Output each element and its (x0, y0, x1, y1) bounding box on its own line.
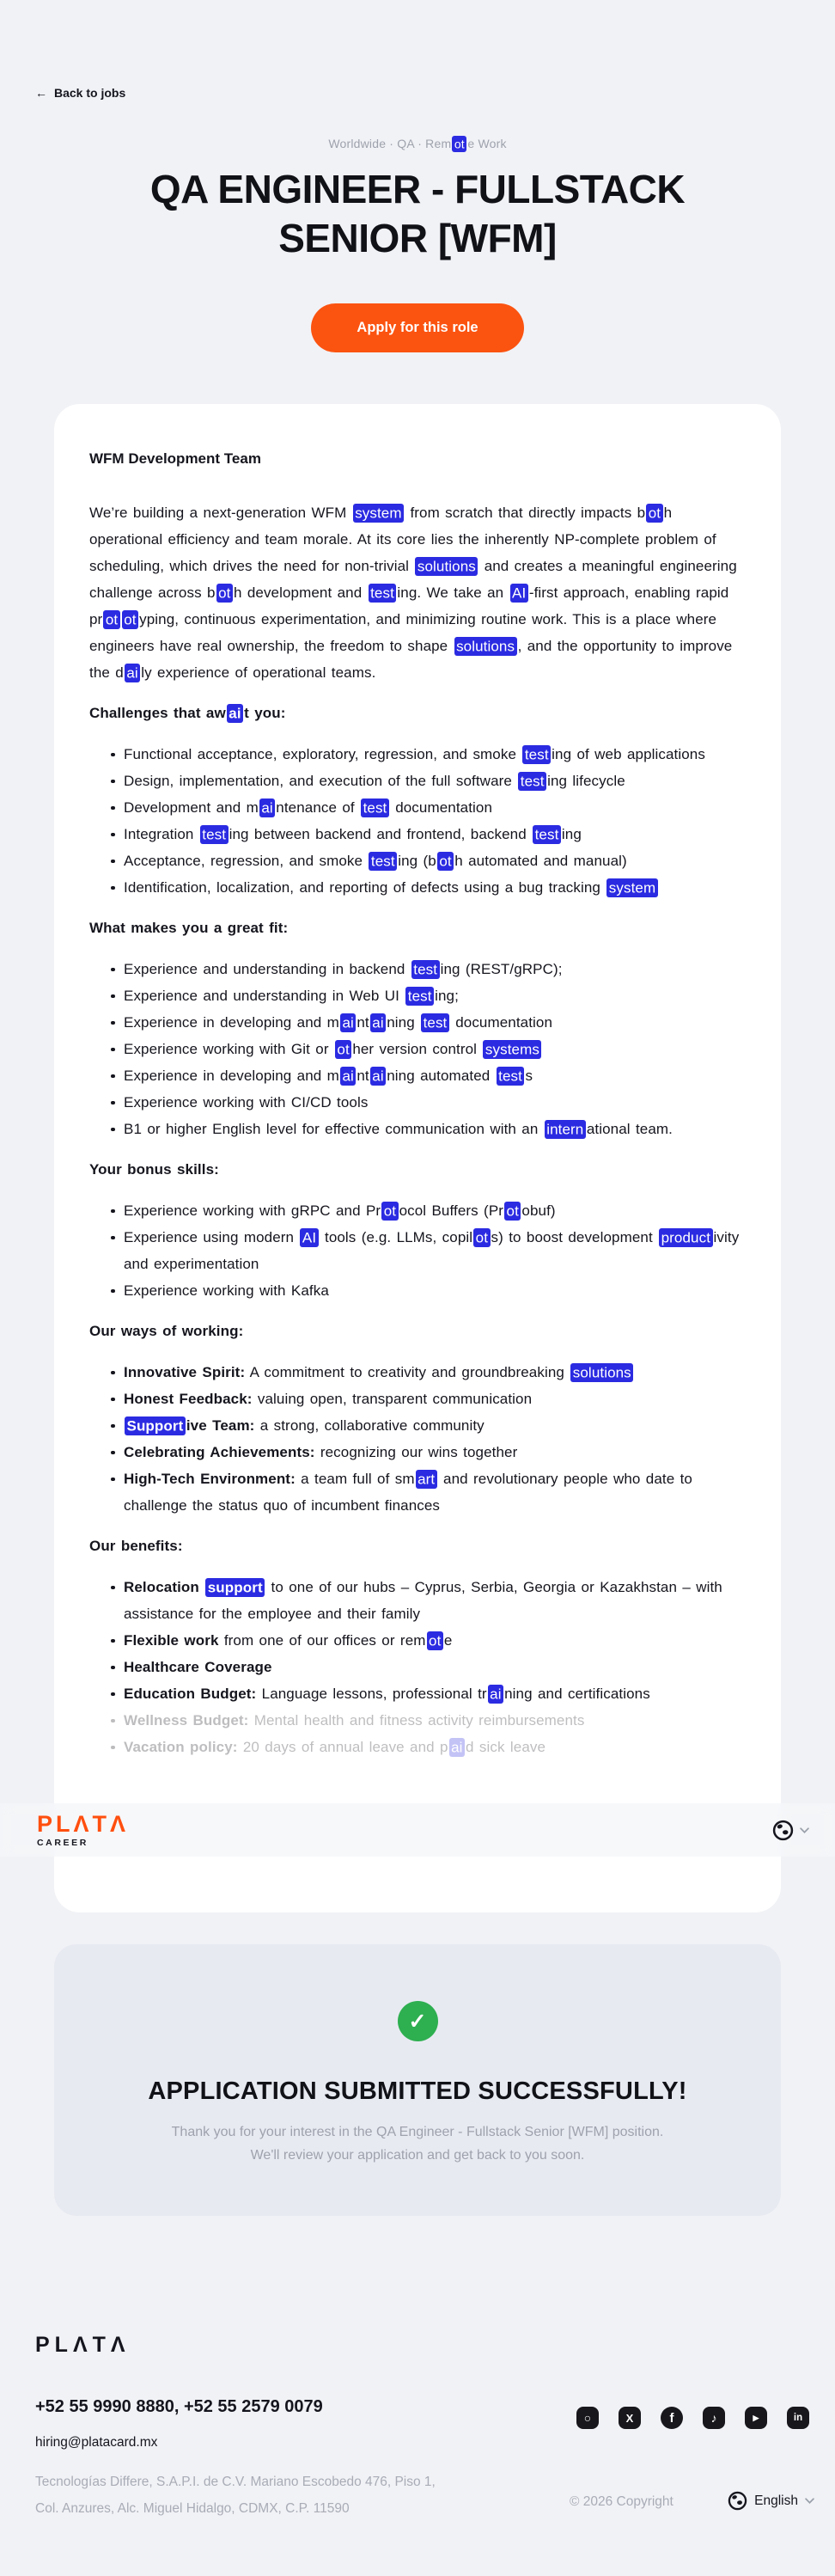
highlighted-text: ot (646, 504, 662, 523)
text-segment: documentation (389, 799, 493, 816)
text-segment: Worldwide · QA · Rem (328, 137, 452, 150)
section-heading (89, 1156, 746, 1183)
text-segment: t you: (244, 705, 286, 721)
text-segment: a team full of sm (295, 1471, 415, 1487)
section-heading (89, 700, 746, 726)
highlighted-text: ot (427, 1631, 443, 1650)
text-segment: Design, implementation, and execution of the full software (124, 773, 518, 789)
text-segment: 20 days of annual leave and p (237, 1739, 448, 1755)
text-segment: e (443, 1632, 453, 1649)
text-segment: Mental health and fitness activity reimbursements (248, 1712, 585, 1729)
text-segment: Integration (124, 826, 199, 842)
page-title-line2: SENIOR [WFM] (278, 216, 557, 260)
text-segment: Our benefits: (89, 1538, 183, 1554)
text-segment: a strong, collaborative community (254, 1417, 485, 1434)
text-segment: Experience working with Git or (124, 1041, 334, 1057)
highlighted-text: system (606, 878, 657, 897)
text-segment: ing. We take an (397, 584, 509, 601)
text-segment: ing (561, 826, 582, 842)
language-label: English (754, 2493, 798, 2508)
list-item (124, 1116, 746, 1142)
text-segment: her version control (352, 1041, 483, 1057)
list-item (124, 1224, 746, 1277)
chevron-down-icon (805, 2498, 814, 2504)
list-item (124, 1359, 746, 1386)
highlighted-text: test (522, 745, 551, 764)
list-item (124, 794, 746, 821)
text-segment: and revolutionary people who date to challenge the status quo of incumbent finances (124, 1471, 692, 1514)
highlighted-text: Support (125, 1416, 186, 1435)
list-item (124, 1439, 746, 1465)
page-title-line1: QA ENGINEER - FULLSTACK (149, 167, 686, 211)
section-list (89, 956, 746, 1142)
back-arrow-icon: ← (35, 86, 47, 100)
text-segment: s) to boost development (491, 1229, 659, 1245)
text-segment: nt (357, 1014, 369, 1031)
highlighted-text: solutions (570, 1363, 633, 1382)
career-logo-sub: CAREER (37, 1837, 88, 1848)
highlighted-text: ot (216, 584, 233, 603)
text-segment: from scratch that directly impacts b (405, 505, 646, 521)
list-item (124, 1009, 746, 1036)
globe-icon (728, 2491, 747, 2511)
text-segment: h automated and manual) (454, 853, 627, 869)
text-segment: Experience and understanding in backend (124, 961, 411, 977)
text-segment: d sick leave (466, 1739, 546, 1755)
highlighted-text: test (369, 584, 397, 603)
text-segment: Innovative Spirit: (124, 1364, 246, 1380)
text-segment: -first approach, enabling rapid pr (89, 584, 729, 627)
highlighted-text: ot (381, 1202, 398, 1221)
text-segment: Language lessons, professional tr (256, 1686, 487, 1702)
list-item (124, 1465, 746, 1519)
list-item (124, 741, 746, 768)
highlighted-text: test (405, 987, 434, 1006)
highlighted-text: ai (370, 1013, 386, 1032)
highlighted-text: test (200, 825, 229, 844)
highlighted-text: ot (122, 610, 138, 629)
list-item (124, 1574, 746, 1627)
text-segment: to one of our hubs – Cyprus, Serbia, Georgia or Kazakhstan – with assistance for the employee and their family (124, 1579, 722, 1622)
success-title: APPLICATION SUBMITTED SUCCESSFULLY! (148, 2077, 687, 2105)
list-item (124, 1197, 746, 1224)
breadcrumb (0, 137, 835, 150)
section-list (89, 1574, 746, 1760)
intro-paragraph (89, 499, 746, 686)
footer-logo[interactable]: PLΛTΛ (35, 2333, 131, 2357)
text-segment: B1 or higher English level for effective communication with an (124, 1121, 544, 1137)
text-segment: Acceptance, regression, and smoke (124, 853, 369, 869)
section-list (89, 1359, 746, 1519)
chevron-down-icon (800, 1827, 809, 1833)
text-segment: ing of web applications (552, 746, 705, 762)
list-item (124, 956, 746, 982)
back-link[interactable] (35, 86, 125, 100)
text-segment: Experience using modern (124, 1229, 300, 1245)
section-list (89, 741, 746, 901)
list-item (124, 1707, 746, 1734)
text-segment: recognizing our wins together (314, 1444, 518, 1460)
footer-copyright: © 2026 Copyright (570, 2494, 673, 2509)
section-heading (89, 915, 746, 941)
highlighted-text: art (416, 1470, 437, 1489)
text-segment: and creates a meaningful engineering challenge across b (89, 558, 737, 601)
text-segment: ning automated (387, 1068, 496, 1084)
text-segment: ly experience of operational teams. (141, 664, 376, 681)
x-icon[interactable]: X (619, 2407, 641, 2429)
text-segment: ing (b (398, 853, 436, 869)
footer-address-line2: Col. Anzures, Alc. Miguel Hidalgo, CDMX, C.P. 11590 (35, 2501, 350, 2516)
footer-phone[interactable]: +52 55 9990 8880, +52 55 2579 0079 (35, 2397, 323, 2416)
highlighted-text: test (421, 1013, 449, 1032)
highlighted-text: ot (437, 852, 454, 871)
text-segment: Functional acceptance, exploratory, regression, and smoke (124, 746, 522, 762)
list-item (124, 1680, 746, 1707)
text-segment: yping, continuous experimentation, and minimizing routine work. This is a place where engineers have real ownership, the freedom to shape (89, 611, 717, 654)
text-segment: Experience working with gRPC and Pr (124, 1202, 381, 1219)
plata-logo-text: PLΛTΛ (37, 1810, 130, 1837)
text-segment: ning and certifications (504, 1686, 650, 1702)
footer-address-line1: Tecnologías Differe, S.A.P.I. de C.V. Mariano Escobedo 476, Piso 1, (35, 2475, 436, 2489)
highlighted-text: AI (510, 584, 528, 603)
text-segment: ntenance of (276, 799, 361, 816)
highlighted-text: ai (488, 1685, 503, 1704)
text-segment: h operational efficiency and team morale. At its core lies the inherently NP-complete problem of scheduling, which drives the need for non-trivial (89, 505, 716, 574)
highlighted-text: ot (103, 610, 119, 629)
career-topbar (0, 1803, 835, 1857)
text-segment: , and the opportunity to improve the d (89, 638, 733, 681)
text-segment: nt (357, 1068, 369, 1084)
text-segment: ing; (435, 988, 459, 1004)
list-item (124, 1734, 746, 1760)
linkedin-icon[interactable]: in (787, 2407, 809, 2429)
highlighted-text: systems (483, 1040, 541, 1059)
text-segment: Celebrating Achievements: (124, 1444, 315, 1460)
text-segment: tools (e.g. LLMs, copil (319, 1229, 473, 1245)
team-heading: WFM Development Team (89, 450, 261, 467)
text-segment: Experience working with CI/CD tools (124, 1094, 369, 1111)
list-item (124, 1412, 746, 1439)
globe-icon (772, 1820, 794, 1841)
list-item (124, 1277, 746, 1304)
list-item (124, 847, 746, 874)
text-segment: Flexible work (124, 1632, 219, 1649)
text-segment: Identification, localization, and reporting of defects using a bug tracking (124, 879, 606, 896)
text-segment: What makes you a great fit: (89, 920, 289, 936)
highlighted-text: AI (300, 1228, 318, 1247)
highlighted-text: test (497, 1067, 525, 1086)
instagram-icon[interactable]: ○ (576, 2407, 599, 2429)
tiktok-icon[interactable]: ♪ (703, 2407, 725, 2429)
section-heading (89, 1318, 746, 1344)
text-segment: ing lifecycle (547, 773, 625, 789)
highlighted-text: ot (504, 1202, 521, 1221)
text-segment: ing between backend and frontend, backend (229, 826, 533, 842)
highlighted-text: test (361, 798, 389, 817)
highlighted-text: support (205, 1578, 265, 1597)
text-segment: A commitment to creativity and groundbreaking (245, 1364, 570, 1380)
text-segment: Relocation (124, 1579, 205, 1595)
success-message-line2: We'll review your application and get back to you soon. (250, 2148, 585, 2163)
text-segment: valuing open, transparent communication (252, 1391, 533, 1407)
list-item (124, 1089, 746, 1116)
text-segment: Wellness Budget: (124, 1712, 249, 1729)
highlighted-text: test (533, 825, 561, 844)
highlighted-text: ai (227, 704, 243, 723)
highlighted-text: ai (449, 1738, 465, 1757)
youtube-icon[interactable]: ▶ (745, 2407, 767, 2429)
highlighted-text: ot (452, 136, 466, 152)
highlighted-text: ot (473, 1228, 490, 1247)
text-segment: Our ways of working: (89, 1323, 244, 1339)
page-title (0, 165, 835, 263)
text-segment: Honest Feedback: (124, 1391, 253, 1407)
back-label: Back to jobs (54, 86, 126, 100)
footer (0, 2216, 835, 2576)
list-item (124, 982, 746, 1009)
success-message-line1: Thank you for your interest in the QA Engineer - Fullstack Senior [WFM] position. (171, 2125, 664, 2139)
highlighted-text: test (411, 960, 440, 979)
text-segment: Experience in developing and m (124, 1014, 339, 1031)
facebook-icon[interactable]: f (661, 2407, 683, 2429)
text-segment: Healthcare Coverage (124, 1659, 272, 1675)
list-item (124, 768, 746, 794)
text-segment: Challenges that aw (89, 705, 226, 721)
language-selector[interactable] (728, 2491, 814, 2511)
text-segment: s (525, 1068, 533, 1084)
highlighted-text: ai (340, 1013, 356, 1032)
text-segment: ning (387, 1014, 421, 1031)
text-segment: Experience working with Kafka (124, 1282, 329, 1299)
text-segment: ocol Buffers (Pr (399, 1202, 504, 1219)
highlighted-text: solutions (454, 637, 517, 656)
language-globe-button[interactable] (772, 1820, 809, 1841)
list-item (124, 821, 746, 847)
text-segment: h development and (233, 584, 368, 601)
text-segment: ing (REST/gRPC); (440, 961, 563, 977)
list-item (124, 1627, 746, 1654)
list-item (124, 1062, 746, 1089)
text-segment: obuf) (521, 1202, 556, 1219)
success-check-icon (398, 2001, 438, 2041)
section-heading (89, 1533, 746, 1559)
highlighted-text: product (659, 1228, 712, 1247)
text-segment: documentation (449, 1014, 553, 1031)
text-segment: Experience and understanding in Web UI (124, 988, 405, 1004)
check-glyph: ✓ (408, 2009, 427, 2034)
highlighted-text: ai (340, 1067, 356, 1086)
text-segment: ational team. (586, 1121, 673, 1137)
text-segment: Experience in developing and m (124, 1068, 339, 1084)
list-item (124, 1654, 746, 1680)
job-sections (89, 700, 746, 1760)
text-segment: Your bonus skills: (89, 1161, 219, 1178)
success-panel (54, 1944, 781, 2216)
text-segment: from one of our offices or rem (218, 1632, 426, 1649)
highlighted-text: test (518, 772, 546, 791)
text-segment: e Work (467, 137, 507, 150)
text-segment: ive Team: (186, 1417, 255, 1434)
list-item (124, 1386, 746, 1412)
success-message (54, 2120, 781, 2167)
social-links (576, 2407, 809, 2429)
text-segment: We’re building a next-generation WFM (89, 505, 352, 521)
highlighted-text: ai (370, 1067, 386, 1086)
apply-button[interactable]: Apply for this role (311, 303, 524, 352)
highlighted-text: ot (335, 1040, 351, 1059)
text-segment: Development and m (124, 799, 259, 816)
career-logo[interactable] (37, 1810, 130, 1848)
footer-address (35, 2469, 436, 2522)
text-segment: ivity and experimentation (124, 1229, 740, 1272)
highlighted-text: test (369, 852, 397, 871)
job-description-card (54, 404, 781, 1912)
text-segment: High-Tech Environment: (124, 1471, 296, 1487)
section-list (89, 1197, 746, 1304)
highlighted-text: solutions (415, 557, 478, 576)
footer-email[interactable]: hiring@platacard.mx (35, 2435, 158, 2450)
text-segment: Education Budget: (124, 1686, 257, 1702)
highlighted-text: system (353, 504, 404, 523)
list-item (124, 874, 746, 901)
text-segment: Vacation policy: (124, 1739, 238, 1755)
highlighted-text: intern (545, 1120, 586, 1139)
list-item (124, 1036, 746, 1062)
highlighted-text: ai (125, 664, 140, 682)
highlighted-text: ai (259, 798, 275, 817)
